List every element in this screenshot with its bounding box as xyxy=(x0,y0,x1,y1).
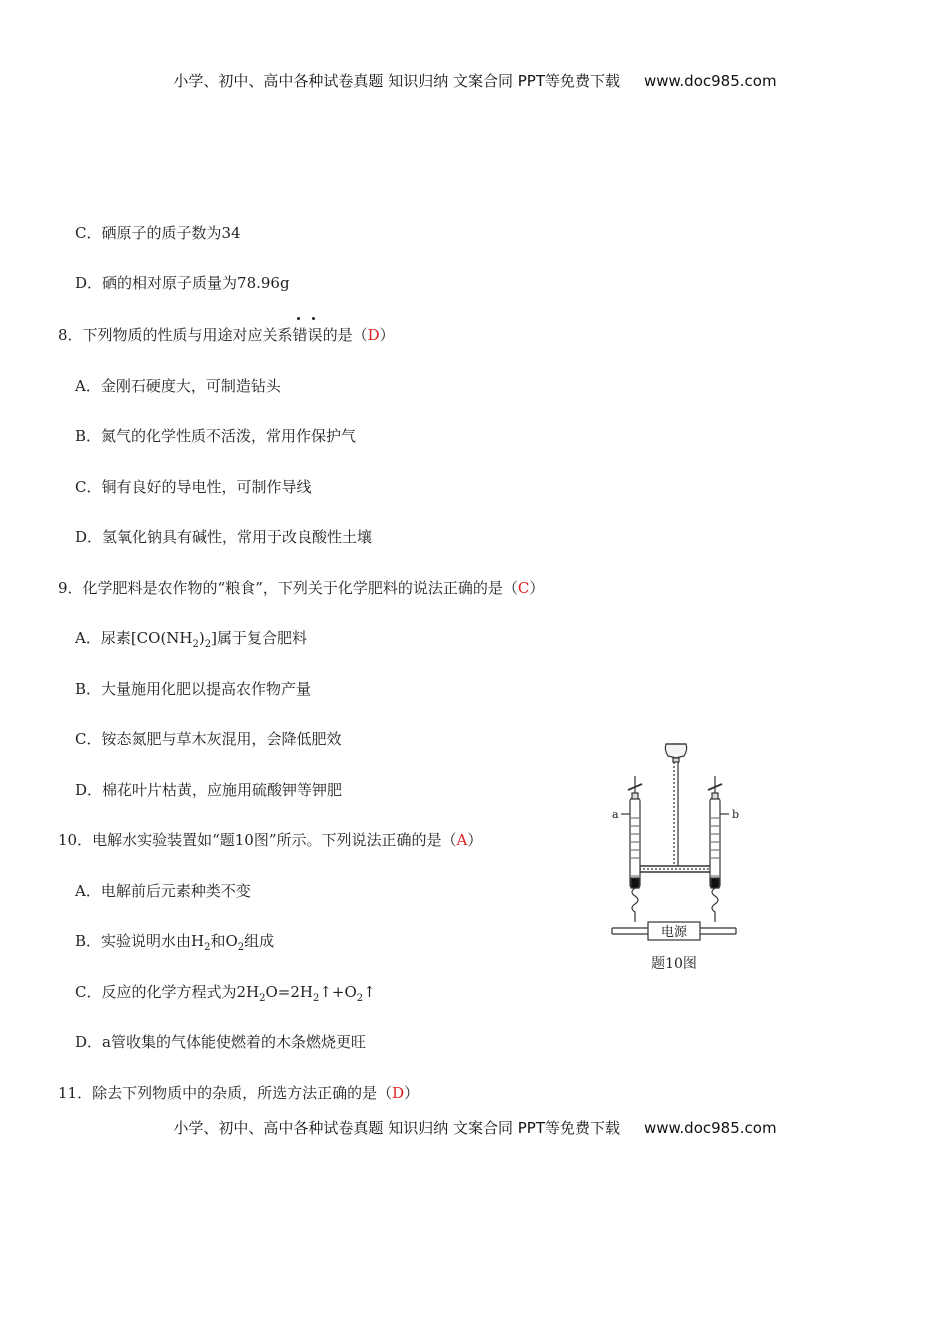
reservoir-bulb xyxy=(665,744,686,758)
q9-answer: C xyxy=(517,579,530,597)
q10-option-a: A．电解前后元素种类不变 xyxy=(75,882,251,900)
footer-url[interactable]: www.doc985.com xyxy=(643,1119,777,1137)
q8-answer: D xyxy=(367,326,380,344)
q8-stem-emphasis: 错误 xyxy=(293,326,323,344)
wire-b xyxy=(712,888,718,922)
q9-option-d: D．棉花叶片枯黄，应施用硫酸钾等钾肥 xyxy=(75,781,343,799)
q8-option-c: C．铜有良好的导电性，可制作导线 xyxy=(75,478,312,496)
label-b: b xyxy=(732,808,740,821)
label-a: a xyxy=(612,808,619,821)
prev-option-c: C．硒原子的质子数为34 xyxy=(75,224,241,242)
q8-option-a: A．金刚石硬度大，可制造钻头 xyxy=(75,377,281,395)
q9-option-a: A．尿素$[CO(NH_2)_2]$属于复合肥料 xyxy=(75,629,307,650)
footer-text: 小学、初中、高中各种试卷真题 知识归纳 文案合同 PPT等免费下载 xyxy=(173,1119,620,1137)
q10-option-c: C．反应的化学方程式为$2H_2O=2H_2↑+O_2↑$ xyxy=(75,983,376,1004)
question-9-stem: 9．化学肥料是农作物的“粮食”，下列关于化学肥料的说法正确的是（C） xyxy=(58,579,545,597)
question-8-stem: 8．下列物质的性质与用途对应关系 错误的是（D） xyxy=(58,324,395,345)
header-url[interactable]: www.doc985.com xyxy=(643,72,777,90)
wire-a xyxy=(632,888,638,922)
tube-b xyxy=(710,798,720,888)
q8-stem-post: 的是（ xyxy=(322,326,368,344)
question-10-stem: 10．电解水实验装置如“题10图”所示。下列说法正确的是（A） xyxy=(58,831,483,849)
power-label: 电源 xyxy=(660,925,688,940)
q10-option-d: D．a管收集的气体能使燃着的木条燃烧更旺 xyxy=(75,1033,366,1051)
page-header xyxy=(0,70,950,91)
electrolysis-apparatus-diagram xyxy=(604,738,744,978)
q9-option-c: C．铵态氮肥与草木灰混用，会降低肥效 xyxy=(75,730,342,748)
q8-stem-pre: 8．下列物质的性质与用途对应关系 xyxy=(58,326,293,344)
q9-option-b: B．大量施用化肥以提高农作物产量 xyxy=(75,680,312,698)
q10-option-b: B．实验说明水由$H_2$和$O_2$组成 xyxy=(75,932,275,953)
q10-answer: A xyxy=(456,831,468,849)
page-footer xyxy=(0,1117,950,1138)
figure-caption: 题10图 xyxy=(651,956,697,972)
q11-answer: D xyxy=(392,1084,405,1102)
header-text: 小学、初中、高中各种试卷真题 知识归纳 文案合同 PPT等免费下载 xyxy=(173,72,620,90)
q8-option-b: B．氮气的化学性质不活泼，常用作保护气 xyxy=(75,427,357,445)
prev-option-d: D．硒的相对原子质量为78.96g xyxy=(75,274,290,292)
tube-a xyxy=(630,798,640,888)
question-11-stem: 11．除去下列物质中的杂质，所选方法正确的是（D） xyxy=(58,1084,420,1102)
q8-option-d: D．氢氧化钠具有碱性，常用于改良酸性土壤 xyxy=(75,528,373,546)
